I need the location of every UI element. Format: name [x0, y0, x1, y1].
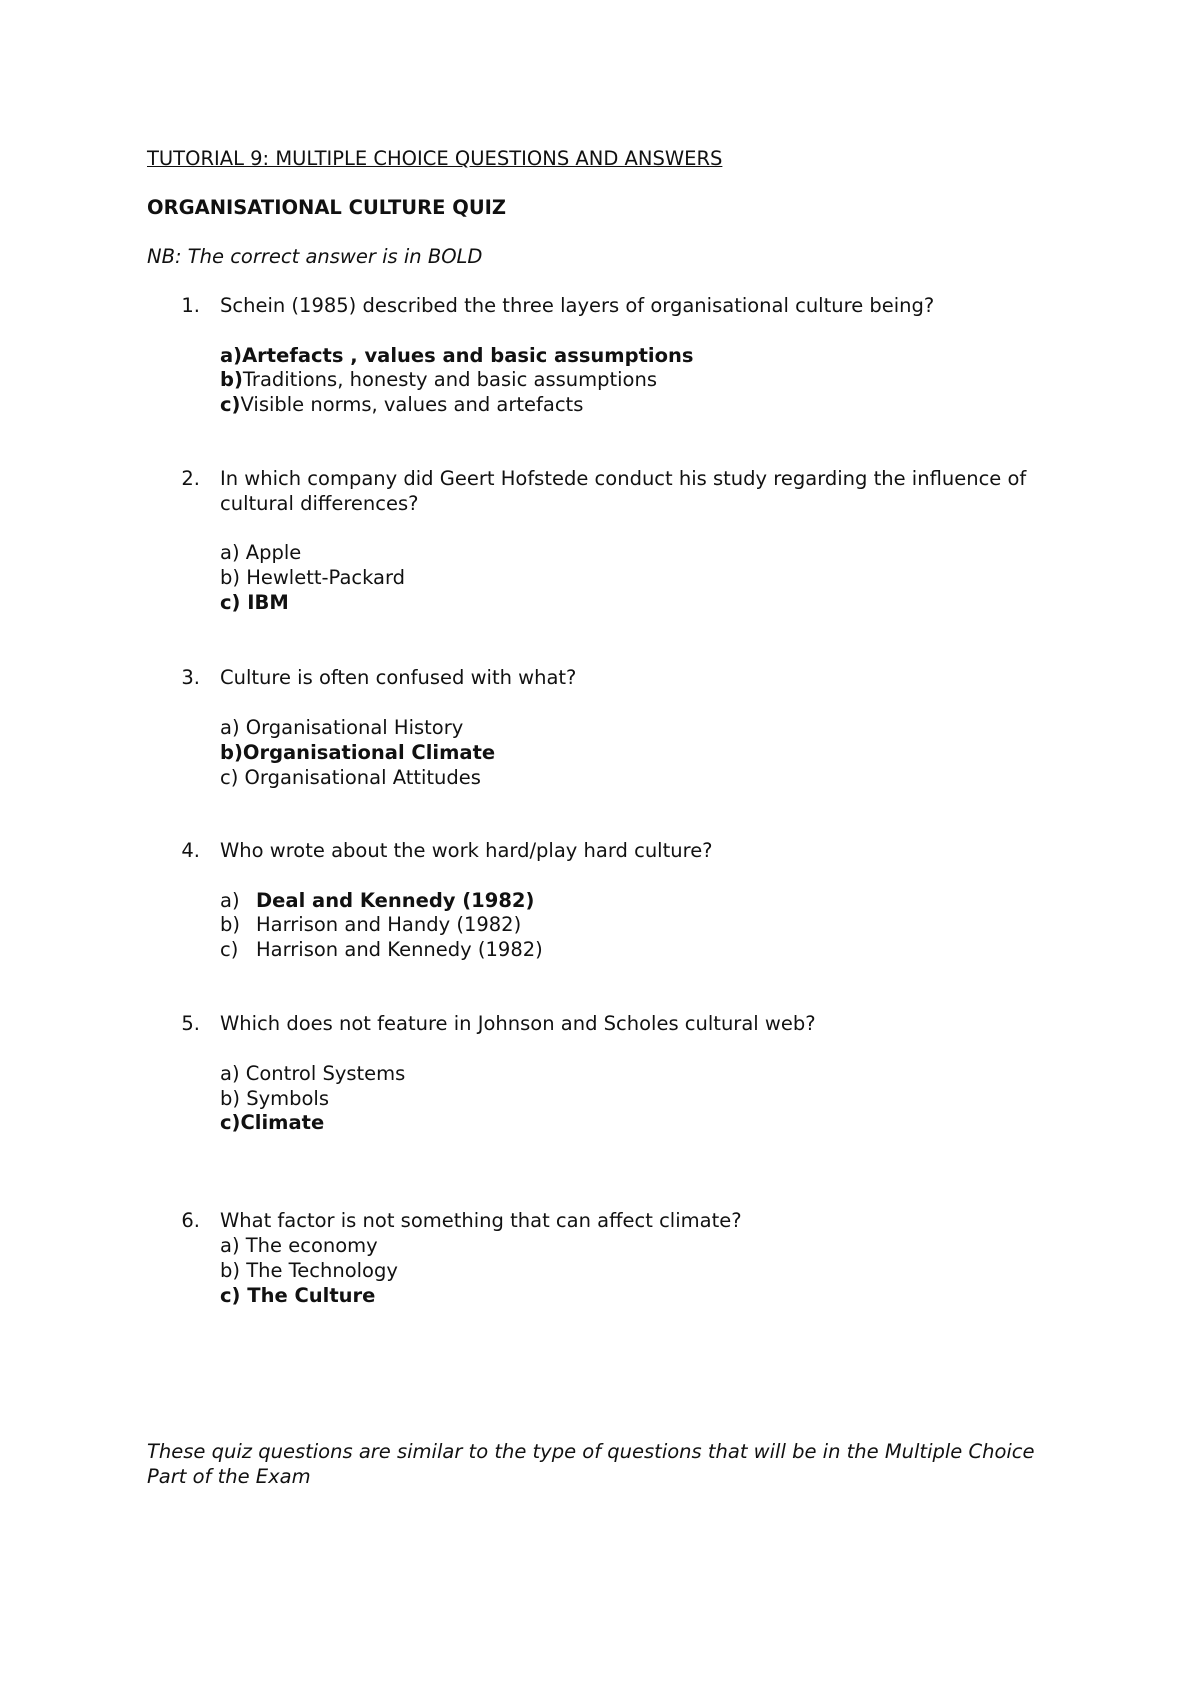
option-letter: b)	[220, 1087, 240, 1110]
option-correct	[220, 1111, 324, 1135]
option-letter: c)	[220, 1284, 241, 1307]
option	[220, 1062, 405, 1086]
option-letter: a)	[220, 344, 243, 367]
option-text: Harrison and Kennedy (1982)	[256, 938, 543, 961]
question-number: 3.	[181, 666, 200, 689]
option-letter: b)	[220, 1259, 240, 1282]
question-number: 6.	[181, 1209, 200, 1232]
option	[220, 368, 657, 392]
option-letter: b)	[220, 566, 240, 589]
option-text: Traditions, honesty and basic assumptions	[242, 368, 658, 391]
option-correct	[220, 741, 495, 765]
quiz-subtitle: ORGANISATIONAL CULTURE QUIZ	[147, 196, 507, 219]
option-letter: a)	[220, 541, 240, 564]
option-text: Deal and Kennedy (1982)	[256, 889, 535, 912]
option-letter: a)	[220, 1234, 240, 1257]
option-correct	[220, 591, 289, 615]
option-correct	[220, 344, 693, 368]
footer-note: These quiz questions are similar to the type of questions that will be in the Multiple Choice Part of the Exam	[147, 1440, 1035, 1488]
question-number: 4.	[181, 839, 200, 862]
option-letter: c)	[220, 766, 239, 789]
option	[220, 716, 463, 740]
question-text-continued: cultural differences?	[220, 492, 419, 515]
question-text: Culture is often confused with what?	[220, 666, 577, 689]
option	[220, 938, 543, 962]
option-letter: b)	[220, 741, 243, 764]
question-text: Which does not feature in Johnson and Scholes cultural web?	[220, 1012, 816, 1035]
option-text: Artefacts , values and basic assumptions	[242, 344, 694, 367]
option-text: Visible norms, values and artefacts	[240, 393, 584, 416]
question-text: In which company did Geert Hofstede conduct his study regarding the influence of	[220, 467, 1027, 490]
option-text: Organisational Climate	[242, 741, 496, 764]
option-letter: b)	[220, 368, 243, 391]
option	[220, 766, 481, 790]
option-letter: c)	[220, 938, 239, 961]
option	[220, 541, 301, 565]
option-letter: a)	[220, 716, 240, 739]
option-text: The economy	[245, 1234, 378, 1257]
option-text: Hewlett-Packard	[246, 566, 406, 589]
option	[220, 393, 583, 417]
question-text: What factor is not something that can affect climate?	[220, 1209, 742, 1232]
option-letter: c)	[220, 1111, 241, 1134]
question-number: 2.	[181, 467, 200, 490]
option-correct	[220, 889, 534, 913]
option-text: Climate	[240, 1111, 325, 1134]
option-letter: a)	[220, 1062, 240, 1085]
option-text: IBM	[247, 591, 289, 614]
option-letter: a)	[220, 889, 240, 912]
option	[220, 913, 521, 937]
option-text: Organisational History	[245, 716, 464, 739]
option	[220, 1259, 398, 1283]
page-title: TUTORIAL 9: MULTIPLE CHOICE QUESTIONS AND ANSWERS	[147, 147, 723, 170]
question-text: Schein (1985) described the three layers of organisational culture being?	[220, 294, 935, 317]
option-text: Apple	[245, 541, 302, 564]
question-number: 5.	[181, 1012, 200, 1035]
question-text: Who wrote about the work hard/play hard culture?	[220, 839, 713, 862]
option-letter: c)	[220, 393, 241, 416]
option	[220, 1087, 329, 1111]
option-text: The Culture	[247, 1284, 376, 1307]
answer-note: NB: The correct answer is in BOLD	[147, 245, 483, 268]
question-number: 1.	[181, 294, 200, 317]
option-text: Harrison and Handy (1982)	[256, 913, 522, 936]
option-text: The Technology	[246, 1259, 398, 1282]
option	[220, 566, 405, 590]
option-text: Control Systems	[245, 1062, 406, 1085]
option-letter: c)	[220, 591, 241, 614]
option	[220, 1234, 378, 1258]
option-text: Symbols	[246, 1087, 330, 1110]
option-correct	[220, 1284, 375, 1308]
option-text: Organisational Attitudes	[244, 766, 481, 789]
option-letter: b)	[220, 913, 240, 936]
